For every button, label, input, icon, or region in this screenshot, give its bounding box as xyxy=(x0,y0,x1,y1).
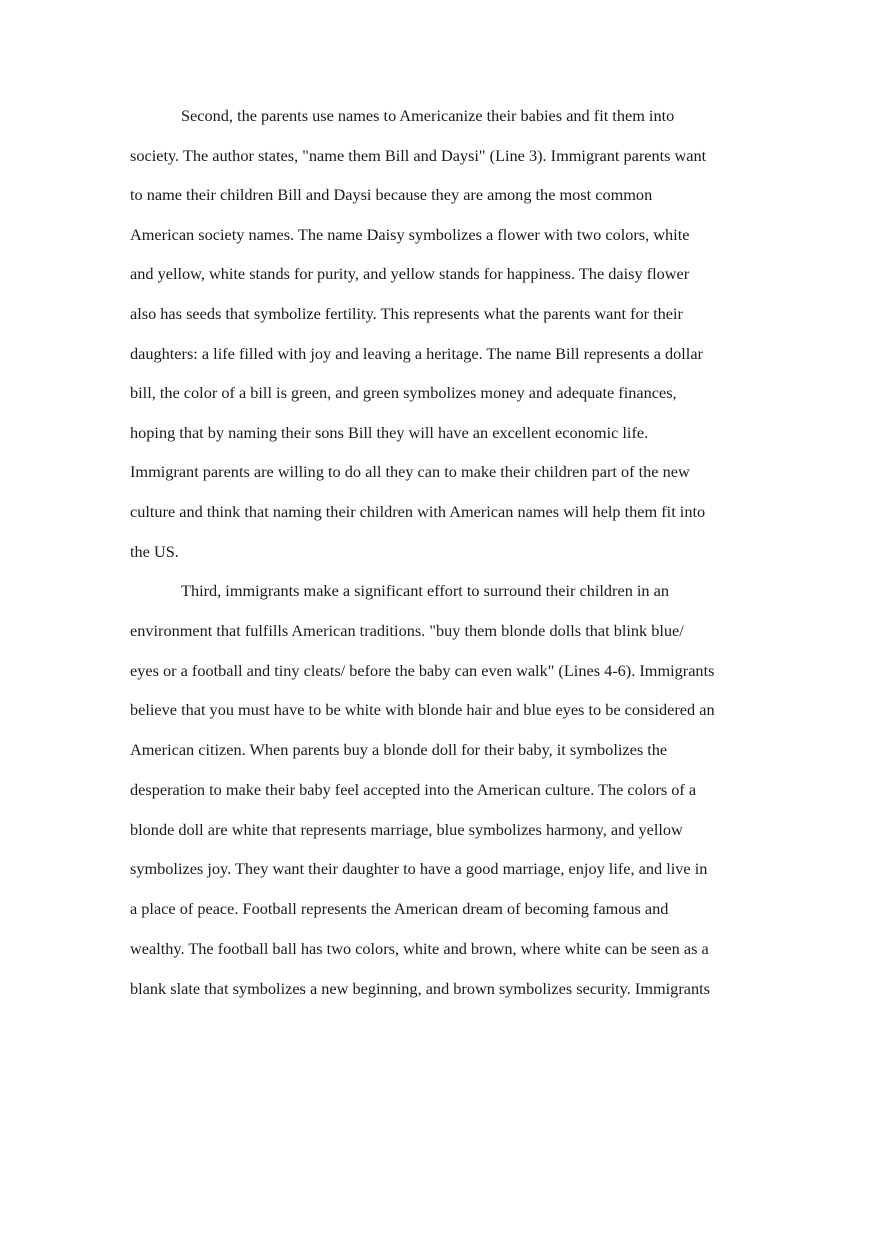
paragraph-1-line-11: culture and think that naming their children with American names will help them fit into xyxy=(130,502,706,521)
paragraph-1-line-5: and yellow, white stands for purity, and yellow stands for happiness. The daisy flower xyxy=(130,264,690,283)
paragraph-2-line-11: blank slate that symbolizes a new beginning, and brown symbolizes security. Immigrants xyxy=(130,979,710,998)
paragraph-2-line-1: Third, immigrants make a significant effort to surround their children in an xyxy=(181,581,670,600)
paragraph-1-line-9: hoping that by naming their sons Bill they will have an excellent economic life. xyxy=(130,423,649,442)
paragraph-1-line-6: also has seeds that symbolize fertility. This represents what the parents want for their xyxy=(130,304,683,323)
paragraph-2-line-4: believe that you must have to be white with blonde hair and blue eyes to be considered an xyxy=(130,700,715,719)
paragraph-2-line-8: symbolizes joy. They want their daughter to have a good marriage, enjoy life, and live in xyxy=(130,859,708,878)
paragraph-1-line-12: the US. xyxy=(130,542,179,561)
paragraph-2-line-7: blonde doll are white that represents marriage, blue symbolizes harmony, and yellow xyxy=(130,820,683,839)
paragraph-2-line-10: wealthy. The football ball has two colors, white and brown, where white can be seen as a xyxy=(130,939,709,958)
paragraph-2-line-3: eyes or a football and tiny cleats/ before the baby can even walk" (Lines 4-6). Immigrants xyxy=(130,661,715,680)
paragraph-1-line-8: bill, the color of a bill is green, and green symbolizes money and adequate finances, xyxy=(130,383,677,402)
paragraph-2-line-9: a place of peace. Football represents the American dream of becoming famous and xyxy=(130,899,669,918)
paragraph-1-line-4: American society names. The name Daisy symbolizes a flower with two colors, white xyxy=(130,225,690,244)
paragraph-2-line-5: American citizen. When parents buy a blonde doll for their baby, it symbolizes the xyxy=(130,740,668,759)
paragraph-1-line-3: to name their children Bill and Daysi because they are among the most common xyxy=(130,185,653,204)
paragraph-1-line-2: society. The author states, "name them Bill and Daysi" (Line 3). Immigrant parents want xyxy=(130,146,707,165)
paragraph-1-line-1: Second, the parents use names to Americanize their babies and fit them into xyxy=(181,106,675,125)
paragraph-1-line-10: Immigrant parents are willing to do all they can to make their children part of the new xyxy=(130,462,690,481)
paragraph-2-line-2: environment that fulfills American traditions. "buy them blonde dolls that blink blue/ xyxy=(130,621,684,640)
paragraph-2-line-6: desperation to make their baby feel accepted into the American culture. The colors of a xyxy=(130,780,697,799)
paragraph-1-line-7: daughters: a life filled with joy and leaving a heritage. The name Bill represents a dollar xyxy=(130,344,703,363)
